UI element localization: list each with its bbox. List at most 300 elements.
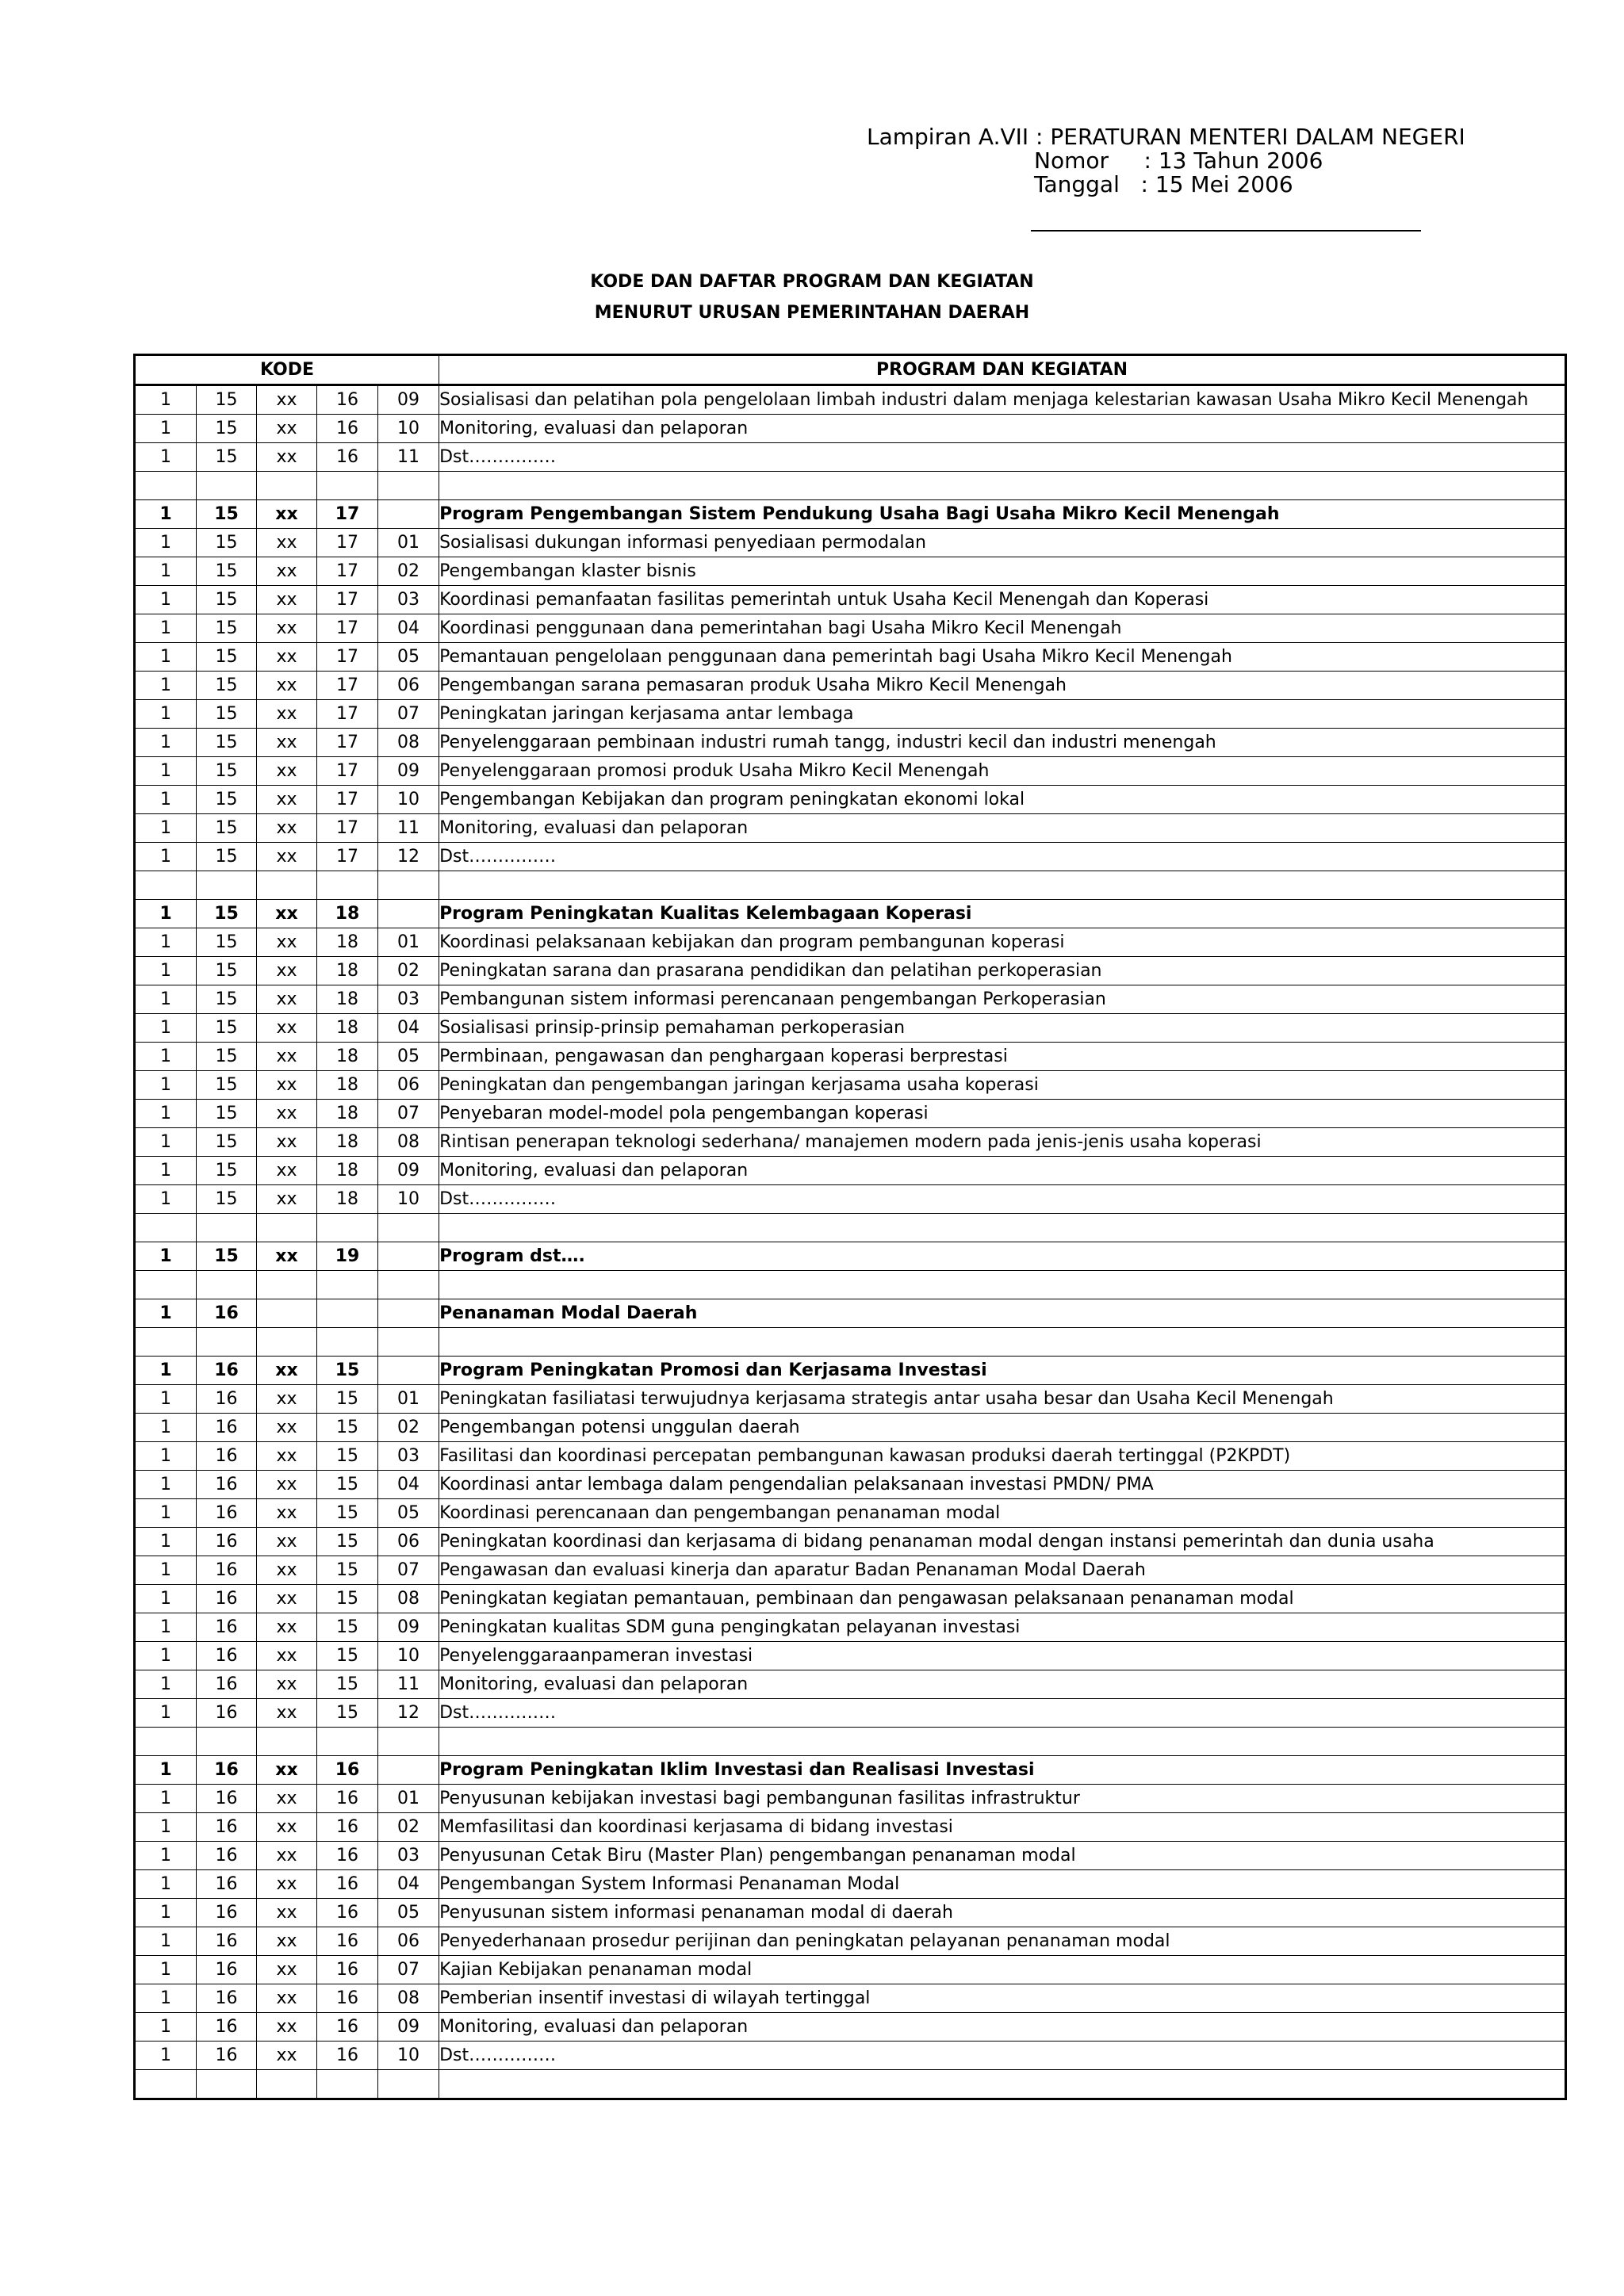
table-row [135, 672, 1566, 700]
code-urusan: 1 [135, 1071, 197, 1100]
activity-text: Peningkatan koordinasi dan kerjasama di bidang penanaman modal dengan instansi pemerintah dan dunia usaha [439, 1528, 1566, 1556]
code-kegiatan: 12 [378, 1699, 439, 1728]
code-program: 15 [317, 1385, 378, 1414]
table-row [135, 1956, 1566, 1984]
code-kegiatan: 07 [378, 1100, 439, 1128]
code-sub-urusan: 16 [197, 1499, 257, 1528]
activity-text: Penyederhanaan prosedur perijinan dan peningkatan pelayanan penanaman modal [439, 1927, 1566, 1956]
code-sub-urusan: 15 [197, 557, 257, 586]
code-urusan: 1 [135, 1956, 197, 1984]
code-urusan: 1 [135, 672, 197, 700]
activity-text: Monitoring, evaluasi dan pelaporan [439, 814, 1566, 843]
code-program: 18 [317, 1014, 378, 1043]
code-urusan: 1 [135, 900, 197, 928]
code-sub-urusan: 15 [197, 843, 257, 871]
activity-text: Penyusunan sistem informasi penanaman modal di daerah [439, 1899, 1566, 1927]
table-row [135, 557, 1566, 586]
column-header-program: PROGRAM DAN KEGIATAN [439, 355, 1566, 385]
code-program: 16 [317, 1984, 378, 2013]
code-program [317, 472, 378, 500]
code-urusan [135, 1328, 197, 1357]
table-row [135, 1271, 1566, 1299]
code-sub-urusan: 16 [197, 1756, 257, 1785]
code-kegiatan [378, 1271, 439, 1299]
table-row [135, 1328, 1566, 1357]
code-program: 16 [317, 1813, 378, 1842]
code-urusan: 1 [135, 385, 197, 415]
code-urusan: 1 [135, 786, 197, 814]
code-unit: xx [257, 1128, 317, 1157]
code-urusan: 1 [135, 1043, 197, 1071]
code-sub-urusan [197, 1328, 257, 1357]
code-sub-urusan: 16 [197, 1585, 257, 1613]
code-program: 16 [317, 415, 378, 443]
activity-text: Memfasilitasi dan koordinasi kerjasama di bidang investasi [439, 1813, 1566, 1842]
table-row [135, 1242, 1566, 1271]
code-urusan: 1 [135, 1670, 197, 1699]
code-sub-urusan: 16 [197, 1785, 257, 1813]
table-row [135, 1414, 1566, 1442]
code-kegiatan [378, 500, 439, 529]
code-unit: xx [257, 1756, 317, 1785]
code-program: 15 [317, 1613, 378, 1642]
table-row [135, 786, 1566, 814]
code-sub-urusan: 16 [197, 1842, 257, 1870]
code-urusan [135, 1728, 197, 1756]
code-urusan: 1 [135, 957, 197, 985]
code-unit: xx [257, 1014, 317, 1043]
code-program: 17 [317, 557, 378, 586]
code-sub-urusan: 15 [197, 529, 257, 557]
activity-text: Dst…………… [439, 2042, 1566, 2070]
table-row [135, 2042, 1566, 2070]
code-kegiatan [378, 900, 439, 928]
code-kegiatan: 05 [378, 1043, 439, 1071]
table-row [135, 814, 1566, 843]
activity-text: Koordinasi perencanaan dan pengembangan penanaman modal [439, 1499, 1566, 1528]
activity-text: Koordinasi pemanfaatan fasilitas pemerintah untuk Usaha Kecil Menengah dan Koperasi [439, 586, 1566, 614]
code-program: 15 [317, 1499, 378, 1528]
code-program: 18 [317, 985, 378, 1014]
code-kegiatan: 01 [378, 1385, 439, 1414]
code-kegiatan: 08 [378, 1984, 439, 2013]
code-urusan: 1 [135, 1100, 197, 1128]
activity-text: Dst…………… [439, 1699, 1566, 1728]
code-program: 18 [317, 957, 378, 985]
activity-text: Monitoring, evaluasi dan pelaporan [439, 415, 1566, 443]
code-sub-urusan: 15 [197, 1157, 257, 1185]
code-kegiatan: 10 [378, 786, 439, 814]
code-program: 16 [317, 1785, 378, 1813]
activity-text [439, 1328, 1566, 1357]
code-unit [257, 1271, 317, 1299]
code-unit: xx [257, 1357, 317, 1385]
code-urusan: 1 [135, 1585, 197, 1613]
code-program [317, 1214, 378, 1242]
activity-text: Sosialisasi prinsip-prinsip pemahaman perkoperasian [439, 1014, 1566, 1043]
activity-text: Pengembangan potensi unggulan daerah [439, 1414, 1566, 1442]
code-sub-urusan: 16 [197, 2013, 257, 2042]
activity-text [439, 1214, 1566, 1242]
code-kegiatan: 09 [378, 757, 439, 786]
table-row [135, 1613, 1566, 1642]
code-unit: xx [257, 1785, 317, 1813]
code-program: 18 [317, 1128, 378, 1157]
code-kegiatan: 06 [378, 1927, 439, 1956]
code-unit: xx [257, 1442, 317, 1471]
code-program: 17 [317, 786, 378, 814]
code-program: 15 [317, 1414, 378, 1442]
code-urusan: 1 [135, 843, 197, 871]
code-program [317, 1271, 378, 1299]
code-unit: xx [257, 1185, 317, 1214]
code-sub-urusan: 15 [197, 443, 257, 472]
code-sub-urusan: 15 [197, 1071, 257, 1100]
code-sub-urusan: 16 [197, 1870, 257, 1899]
code-program: 17 [317, 700, 378, 729]
code-unit: xx [257, 529, 317, 557]
attachment-title: Lampiran A.VII : PERATURAN MENTERI DALAM NEGERI [867, 124, 1465, 150]
document-title: KODE DAN DAFTAR PROGRAM DAN KEGIATAN [590, 272, 1034, 292]
code-urusan: 1 [135, 928, 197, 957]
code-unit [257, 1299, 317, 1328]
activity-text: Peningkatan kegiatan pemantauan, pembinaan dan pengawasan pelaksanaan penanaman modal [439, 1585, 1566, 1613]
code-urusan: 1 [135, 557, 197, 586]
code-kegiatan: 10 [378, 1642, 439, 1670]
code-kegiatan [378, 871, 439, 900]
table-row [135, 614, 1566, 643]
code-sub-urusan: 15 [197, 1128, 257, 1157]
code-urusan: 1 [135, 614, 197, 643]
code-urusan: 1 [135, 1499, 197, 1528]
code-urusan [135, 1271, 197, 1299]
code-unit: xx [257, 1585, 317, 1613]
code-program: 17 [317, 500, 378, 529]
code-sub-urusan: 16 [197, 1385, 257, 1414]
code-kegiatan [378, 1357, 439, 1385]
table-row [135, 472, 1566, 500]
code-urusan: 1 [135, 643, 197, 672]
code-kegiatan: 08 [378, 729, 439, 757]
table-row [135, 928, 1566, 957]
code-program: 15 [317, 1442, 378, 1471]
code-program: 18 [317, 1185, 378, 1214]
table-row [135, 1014, 1566, 1043]
code-sub-urusan: 16 [197, 1927, 257, 1956]
activity-text: Penyelenggaraan pembinaan industri rumah tangg, industri kecil dan industri menengah [439, 729, 1566, 757]
code-unit: xx [257, 729, 317, 757]
table-row [135, 1670, 1566, 1699]
code-sub-urusan: 16 [197, 1984, 257, 2013]
code-urusan: 1 [135, 1556, 197, 1585]
program-title: Program dst…. [439, 1242, 1566, 1271]
code-sub-urusan [197, 1271, 257, 1299]
activity-text: Pengembangan sarana pemasaran produk Usaha Mikro Kecil Menengah [439, 672, 1566, 700]
code-program: 16 [317, 2013, 378, 2042]
code-urusan: 1 [135, 1528, 197, 1556]
activity-text: Sosialisasi dukungan informasi penyediaan permodalan [439, 529, 1566, 557]
code-sub-urusan: 16 [197, 1899, 257, 1927]
code-kegiatan: 04 [378, 1471, 439, 1499]
activity-text: Kajian Kebijakan penanaman modal [439, 1956, 1566, 1984]
code-kegiatan: 03 [378, 985, 439, 1014]
activity-text: Pengembangan klaster bisnis [439, 557, 1566, 586]
table-row [135, 1813, 1566, 1842]
code-sub-urusan: 15 [197, 1043, 257, 1071]
table-row [135, 957, 1566, 985]
table-row [135, 1642, 1566, 1670]
code-unit: xx [257, 786, 317, 814]
code-unit: xx [257, 1670, 317, 1699]
code-sub-urusan [197, 472, 257, 500]
code-kegiatan: 10 [378, 2042, 439, 2070]
code-program: 17 [317, 529, 378, 557]
program-title: Program Peningkatan Promosi dan Kerjasama Investasi [439, 1357, 1566, 1385]
code-urusan: 1 [135, 1471, 197, 1499]
code-unit: xx [257, 985, 317, 1014]
code-program: 18 [317, 900, 378, 928]
code-program [317, 1728, 378, 1756]
code-program: 15 [317, 1699, 378, 1728]
activity-text: Peningkatan jaringan kerjasama antar lembaga [439, 700, 1566, 729]
code-urusan: 1 [135, 1157, 197, 1185]
code-sub-urusan: 15 [197, 614, 257, 643]
program-table [133, 354, 1567, 2100]
code-kegiatan: 06 [378, 1528, 439, 1556]
code-unit: xx [257, 843, 317, 871]
code-urusan: 1 [135, 1785, 197, 1813]
code-sub-urusan: 15 [197, 729, 257, 757]
code-kegiatan [378, 1328, 439, 1357]
table-row [135, 1299, 1566, 1328]
code-kegiatan: 01 [378, 928, 439, 957]
code-program: 17 [317, 814, 378, 843]
code-sub-urusan: 15 [197, 928, 257, 957]
code-unit: xx [257, 415, 317, 443]
activity-text: Monitoring, evaluasi dan pelaporan [439, 1670, 1566, 1699]
code-urusan: 1 [135, 1385, 197, 1414]
code-kegiatan: 03 [378, 586, 439, 614]
regulation-date: Tanggal : 15 Mei 2006 [1034, 171, 1293, 197]
code-sub-urusan: 15 [197, 1242, 257, 1271]
code-urusan: 1 [135, 1414, 197, 1442]
code-unit: xx [257, 2042, 317, 2070]
code-unit: xx [257, 928, 317, 957]
code-program: 15 [317, 1357, 378, 1385]
activity-text: Penyusunan kebijakan investasi bagi pembangunan fasilitas infrastruktur [439, 1785, 1566, 1813]
code-kegiatan: 09 [378, 1613, 439, 1642]
code-sub-urusan: 15 [197, 757, 257, 786]
code-urusan: 1 [135, 814, 197, 843]
activity-text: Rintisan penerapan teknologi sederhana/ manajemen modern pada jenis-jenis usaha koperasi [439, 1128, 1566, 1157]
code-sub-urusan [197, 2070, 257, 2099]
table-row [135, 1185, 1566, 1214]
table-row [135, 700, 1566, 729]
activity-text: Koordinasi penggunaan dana pemerintahan bagi Usaha Mikro Kecil Menengah [439, 614, 1566, 643]
code-unit: xx [257, 1870, 317, 1899]
code-urusan: 1 [135, 1128, 197, 1157]
activity-text: Penyebaran model-model pola pengembangan koperasi [439, 1100, 1566, 1128]
table-row [135, 385, 1566, 415]
code-urusan [135, 472, 197, 500]
code-program: 17 [317, 643, 378, 672]
column-header-kode: KODE [135, 355, 439, 385]
code-kegiatan: 07 [378, 1556, 439, 1585]
code-urusan: 1 [135, 1185, 197, 1214]
code-kegiatan: 09 [378, 2013, 439, 2042]
activity-text [439, 472, 1566, 500]
activity-text: Pemberian insentif investasi di wilayah tertinggal [439, 1984, 1566, 2013]
code-sub-urusan: 16 [197, 1670, 257, 1699]
table-row [135, 443, 1566, 472]
code-kegiatan: 04 [378, 1870, 439, 1899]
code-sub-urusan: 15 [197, 1014, 257, 1043]
code-urusan: 1 [135, 1299, 197, 1328]
table-row [135, 529, 1566, 557]
program-title: Program Pengembangan Sistem Pendukung Usaha Bagi Usaha Mikro Kecil Menengah [439, 500, 1566, 529]
document-subtitle: MENURUT URUSAN PEMERINTAHAN DAERAH [594, 303, 1030, 323]
code-unit: xx [257, 1414, 317, 1442]
code-urusan: 1 [135, 529, 197, 557]
code-unit: xx [257, 1157, 317, 1185]
activity-text: Fasilitasi dan koordinasi percepatan pembangunan kawasan produksi daerah tertinggal (P2KPDT) [439, 1442, 1566, 1471]
code-kegiatan: 01 [378, 1785, 439, 1813]
activity-text [439, 1271, 1566, 1299]
code-kegiatan: 01 [378, 529, 439, 557]
code-sub-urusan [197, 1728, 257, 1756]
table-row [135, 1899, 1566, 1927]
code-unit: xx [257, 500, 317, 529]
code-urusan: 1 [135, 1613, 197, 1642]
code-sub-urusan: 16 [197, 1699, 257, 1728]
code-urusan: 1 [135, 443, 197, 472]
table-row [135, 757, 1566, 786]
code-kegiatan: 11 [378, 1670, 439, 1699]
table-row [135, 1785, 1566, 1813]
code-sub-urusan: 16 [197, 1414, 257, 1442]
table-row [135, 1528, 1566, 1556]
table-row [135, 415, 1566, 443]
code-sub-urusan: 15 [197, 786, 257, 814]
code-kegiatan: 02 [378, 1813, 439, 1842]
table-row [135, 1842, 1566, 1870]
code-program: 15 [317, 1585, 378, 1613]
code-urusan: 1 [135, 1756, 197, 1785]
code-urusan: 1 [135, 1870, 197, 1899]
code-urusan: 1 [135, 700, 197, 729]
code-kegiatan: 09 [378, 385, 439, 415]
code-sub-urusan: 16 [197, 1528, 257, 1556]
table-row [135, 2013, 1566, 2042]
code-sub-urusan: 15 [197, 700, 257, 729]
code-kegiatan: 05 [378, 643, 439, 672]
code-unit: xx [257, 672, 317, 700]
table-row [135, 1585, 1566, 1613]
code-program: 18 [317, 1100, 378, 1128]
code-unit [257, 472, 317, 500]
code-unit: xx [257, 1499, 317, 1528]
code-kegiatan: 03 [378, 1442, 439, 1471]
code-kegiatan: 10 [378, 415, 439, 443]
table-row [135, 871, 1566, 900]
activity-text: Peningkatan fasiliatasi terwujudnya kerjasama strategis antar usaha besar dan Usaha Kecil Menengah [439, 1385, 1566, 1414]
code-sub-urusan: 16 [197, 1642, 257, 1670]
code-urusan [135, 1214, 197, 1242]
code-program: 16 [317, 385, 378, 415]
code-program: 18 [317, 928, 378, 957]
code-kegiatan [378, 2070, 439, 2099]
code-kegiatan: 05 [378, 1499, 439, 1528]
table-row [135, 500, 1566, 529]
code-unit: xx [257, 1556, 317, 1585]
code-sub-urusan: 16 [197, 1471, 257, 1499]
activity-text: Dst…………… [439, 443, 1566, 472]
code-urusan: 1 [135, 500, 197, 529]
code-kegiatan [378, 1728, 439, 1756]
code-sub-urusan: 15 [197, 643, 257, 672]
code-unit: xx [257, 586, 317, 614]
table-row [135, 1728, 1566, 1756]
code-unit: xx [257, 614, 317, 643]
activity-text: Dst…………… [439, 1185, 1566, 1214]
code-program: 16 [317, 2042, 378, 2070]
table-row [135, 985, 1566, 1014]
code-urusan: 1 [135, 729, 197, 757]
code-program: 16 [317, 443, 378, 472]
table-row [135, 1157, 1566, 1185]
code-program: 18 [317, 1043, 378, 1071]
code-unit: xx [257, 1528, 317, 1556]
code-program: 15 [317, 1556, 378, 1585]
code-kegiatan: 12 [378, 843, 439, 871]
code-program: 17 [317, 843, 378, 871]
code-program: 16 [317, 1927, 378, 1956]
table-body [135, 385, 1566, 2099]
table-row [135, 586, 1566, 614]
activity-text: Pemantauan pengelolaan penggunaan dana pemerintah bagi Usaha Mikro Kecil Menengah [439, 643, 1566, 672]
code-unit: xx [257, 957, 317, 985]
code-sub-urusan: 16 [197, 1357, 257, 1385]
table-row [135, 1471, 1566, 1499]
activity-text: Monitoring, evaluasi dan pelaporan [439, 2013, 1566, 2042]
code-program: 17 [317, 757, 378, 786]
code-kegiatan: 06 [378, 672, 439, 700]
code-program: 16 [317, 1956, 378, 1984]
table-row [135, 1385, 1566, 1414]
code-urusan [135, 871, 197, 900]
code-program: 16 [317, 1756, 378, 1785]
table-row [135, 843, 1566, 871]
code-sub-urusan: 15 [197, 586, 257, 614]
activity-text: Pengembangan System Informasi Penanaman Modal [439, 1870, 1566, 1899]
code-unit: xx [257, 1043, 317, 1071]
code-unit: xx [257, 1471, 317, 1499]
code-kegiatan: 02 [378, 957, 439, 985]
code-kegiatan [378, 1299, 439, 1328]
code-unit: xx [257, 757, 317, 786]
code-urusan: 1 [135, 1927, 197, 1956]
code-unit [257, 1328, 317, 1357]
program-title: Penanaman Modal Daerah [439, 1299, 1566, 1328]
activity-text: Penyelenggaraan promosi produk Usaha Mikro Kecil Menengah [439, 757, 1566, 786]
code-program: 16 [317, 1899, 378, 1927]
attachment-header [867, 125, 1469, 197]
table-row [135, 1699, 1566, 1728]
signature-line [1031, 230, 1421, 232]
code-kegiatan [378, 1242, 439, 1271]
regulation-number: Nomor : 13 Tahun 2006 [1034, 147, 1323, 174]
code-sub-urusan: 15 [197, 957, 257, 985]
